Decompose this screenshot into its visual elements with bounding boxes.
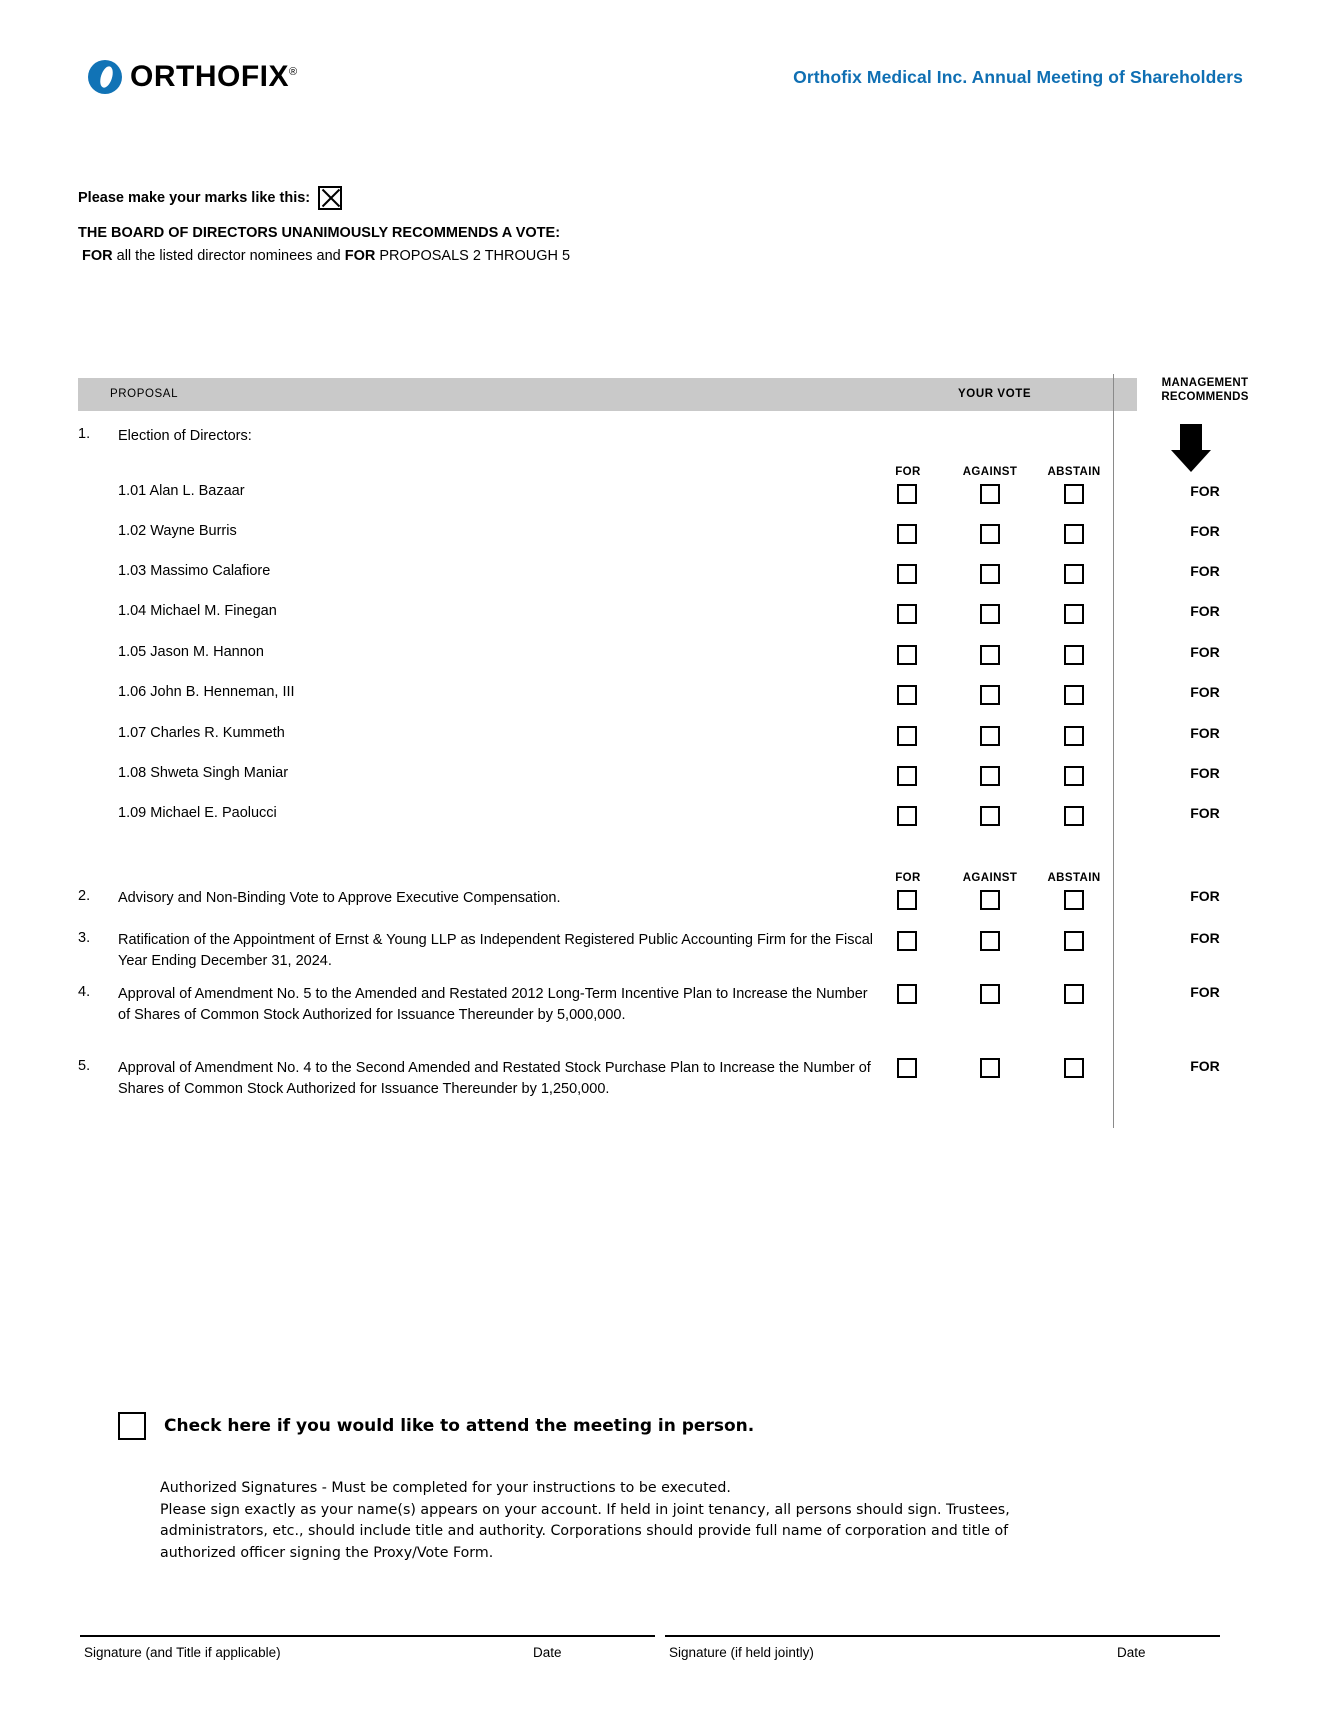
auth-line-3: administrators, etc., should include title and authority. Corporations should provide full name of corporation and title of xyxy=(160,1523,1009,1539)
nominee-label: 1.04 Michael M. Finegan xyxy=(118,603,277,619)
rec-for-2: FOR xyxy=(344,248,376,264)
proposal-4-text: Approval of Amendment No. 5 to the Amended and Restated 2012 Long-Term Incentive Plan to Increase the Number of Shares of Common Stock Authorized for Issuance Thereunder by 5,000,000. xyxy=(118,986,868,1023)
rec-for-1: FOR xyxy=(82,248,113,264)
mgmt-recommend-nominee-1: FOR xyxy=(1190,483,1220,499)
vote-header-abstain-directors: ABSTAIN xyxy=(1047,466,1101,478)
checkbox-abstain-proposal-3[interactable] xyxy=(1064,931,1084,951)
checkbox-against-nominee-8[interactable] xyxy=(980,766,1000,786)
nominee-label: 1.01 Alan L. Bazaar xyxy=(118,483,245,499)
auth-line-4: authorized officer signing the Proxy/Vote Form. xyxy=(160,1544,494,1561)
checkbox-for-nominee-3[interactable] xyxy=(897,564,917,584)
mgmt-recommend-nominee-7: FOR xyxy=(1190,725,1220,741)
mgmt-line-2: RECOMMENDS xyxy=(1161,391,1249,403)
auth-line-2: Please sign exactly as your name(s) appears on your account. If held in joint tenancy, all persons should sign. Trustees, xyxy=(160,1501,1010,1518)
checkbox-abstain-nominee-6[interactable] xyxy=(1064,685,1084,705)
date-label-1: Date xyxy=(533,1645,562,1660)
table-header-bar xyxy=(78,378,1137,411)
down-arrow-icon xyxy=(1180,424,1202,450)
mgmt-recommend-proposal-2: FOR xyxy=(1190,888,1220,904)
mgmt-recommend-nominee-6: FOR xyxy=(1190,684,1220,700)
checkbox-against-nominee-6[interactable] xyxy=(980,685,1000,705)
page-header xyxy=(0,55,1335,115)
date-label-2: Date xyxy=(1117,1645,1146,1660)
checkbox-abstain-proposal-4[interactable] xyxy=(1064,984,1084,1004)
proposal-3-text: Ratification of the Appointment of Ernst & Young LLP as Independent Registered Public Accounting Firm for the Fiscal Year Ending December 31, 2024. xyxy=(118,932,873,969)
board-recommendation-heading: THE BOARD OF DIRECTORS UNANIMOUSLY RECOMMENDS A VOTE: xyxy=(78,225,561,241)
vote-header-against-proposals: AGAINST xyxy=(962,872,1018,884)
vote-header-against-directors: AGAINST xyxy=(962,466,1018,478)
checkbox-for-nominee-1[interactable] xyxy=(897,484,917,504)
checkbox-for-proposal-3[interactable] xyxy=(897,931,917,951)
checkbox-for-proposal-4[interactable] xyxy=(897,984,917,1004)
checkbox-for-nominee-8[interactable] xyxy=(897,766,917,786)
checkbox-abstain-nominee-5[interactable] xyxy=(1064,645,1084,665)
checkbox-against-nominee-4[interactable] xyxy=(980,604,1000,624)
checkbox-against-proposal-2[interactable] xyxy=(980,890,1000,910)
checkbox-against-nominee-9[interactable] xyxy=(980,806,1000,826)
mgmt-recommend-proposal-5: FOR xyxy=(1190,1058,1220,1074)
column-header-your-vote: YOUR VOTE xyxy=(958,388,1032,400)
signature-line-1[interactable] xyxy=(80,1635,655,1637)
mgmt-recommend-nominee-9: FOR xyxy=(1190,805,1220,821)
auth-line-1: Authorized Signatures - Must be completed for your instructions to be executed. xyxy=(160,1480,731,1496)
nominee-label: 1.05 Jason M. Hannon xyxy=(118,644,264,660)
rec-middle-text: all the listed director nominees and xyxy=(112,248,345,264)
attend-meeting-label: Check here if you would like to attend the meeting in person. xyxy=(164,1416,755,1436)
orthofix-logo-icon xyxy=(88,60,122,94)
mgmt-recommend-proposal-3: FOR xyxy=(1190,930,1220,946)
column-header-proposal: PROPOSAL xyxy=(110,388,179,400)
marks-instruction xyxy=(78,186,1178,210)
mgmt-recommend-nominee-3: FOR xyxy=(1190,563,1220,579)
checkbox-abstain-proposal-2[interactable] xyxy=(1064,890,1084,910)
proposal-5-text: Approval of Amendment No. 4 to the Second Amended and Restated Stock Purchase Plan to Increase the Number of Shares of Common Stock Authorized for Issuance Thereunder by 1,250,000. xyxy=(118,1060,871,1097)
checkbox-abstain-nominee-9[interactable] xyxy=(1064,806,1084,826)
checkbox-against-proposal-5[interactable] xyxy=(980,1058,1000,1078)
checkbox-for-proposal-2[interactable] xyxy=(897,890,917,910)
checkbox-abstain-nominee-4[interactable] xyxy=(1064,604,1084,624)
nominee-label: 1.08 Shweta Singh Maniar xyxy=(118,765,289,781)
logo-wordmark xyxy=(130,60,298,94)
proposal-5-number: 5. xyxy=(78,1058,91,1074)
signature-label-2: Signature (if held jointly) xyxy=(669,1645,814,1660)
vote-header-abstain-proposals: ABSTAIN xyxy=(1047,872,1101,884)
checkbox-for-nominee-6[interactable] xyxy=(897,685,917,705)
mgmt-recommend-nominee-8: FOR xyxy=(1190,765,1220,781)
nominee-label: 1.06 John B. Henneman, III xyxy=(118,684,295,700)
mgmt-recommend-proposal-4: FOR xyxy=(1190,984,1220,1000)
vertical-divider xyxy=(1113,374,1114,1128)
checkbox-for-proposal-5[interactable] xyxy=(897,1058,917,1078)
checkbox-against-proposal-4[interactable] xyxy=(980,984,1000,1004)
checkbox-against-nominee-3[interactable] xyxy=(980,564,1000,584)
checkbox-against-nominee-2[interactable] xyxy=(980,524,1000,544)
mgmt-recommend-nominee-4: FOR xyxy=(1190,603,1220,619)
checkbox-abstain-nominee-7[interactable] xyxy=(1064,726,1084,746)
checkbox-abstain-nominee-3[interactable] xyxy=(1064,564,1084,584)
proposal-3-number: 3. xyxy=(78,930,91,946)
proposal-2-text: Advisory and Non-Binding Vote to Approve Executive Compensation. xyxy=(118,890,561,906)
proposal-4-number: 4. xyxy=(78,984,91,1000)
authorized-signatures-block xyxy=(160,1478,1160,1564)
vote-header-for-proposals: FOR xyxy=(895,872,921,884)
vote-header-for-directors: FOR xyxy=(895,466,921,478)
checkbox-attend-in-person[interactable] xyxy=(118,1412,146,1440)
attend-meeting-row[interactable] xyxy=(118,1412,754,1440)
nominee-label: 1.07 Charles R. Kummeth xyxy=(118,725,285,741)
checkbox-for-nominee-5[interactable] xyxy=(897,645,917,665)
item-1-title: Election of Directors: xyxy=(118,428,252,444)
checkbox-abstain-nominee-2[interactable] xyxy=(1064,524,1084,544)
checkbox-for-nominee-2[interactable] xyxy=(897,524,917,544)
checkbox-abstain-nominee-8[interactable] xyxy=(1064,766,1084,786)
checkbox-for-nominee-9[interactable] xyxy=(897,806,917,826)
logo-wordmark-text: ORTHOFIX xyxy=(130,60,289,93)
checkbox-against-proposal-3[interactable] xyxy=(980,931,1000,951)
item-1-number: 1. xyxy=(78,426,91,442)
checkbox-abstain-nominee-1[interactable] xyxy=(1064,484,1084,504)
checkbox-for-nominee-4[interactable] xyxy=(897,604,917,624)
orthofix-logo xyxy=(88,60,298,94)
checkbox-for-nominee-7[interactable] xyxy=(897,726,917,746)
checkbox-against-nominee-7[interactable] xyxy=(980,726,1000,746)
instructions-block xyxy=(78,186,1178,264)
mgmt-line-1: MANAGEMENT xyxy=(1161,377,1249,389)
page-title: Orthofix Medical Inc. Annual Meeting of Shareholders xyxy=(793,67,1243,87)
board-recommendation-detail xyxy=(82,248,1178,264)
mgmt-recommend-nominee-5: FOR xyxy=(1190,644,1220,660)
proposal-2-number: 2. xyxy=(78,888,91,904)
checkbox-against-nominee-1[interactable] xyxy=(980,484,1000,504)
nominee-label: 1.09 Michael E. Paolucci xyxy=(118,805,277,821)
signature-label-1: Signature (and Title if applicable) xyxy=(84,1645,281,1660)
checkbox-abstain-proposal-5[interactable] xyxy=(1064,1058,1084,1078)
checkbox-against-nominee-5[interactable] xyxy=(980,645,1000,665)
signature-line-2[interactable] xyxy=(665,1635,1220,1637)
mgmt-recommend-nominee-2: FOR xyxy=(1190,523,1220,539)
nominee-label: 1.03 Massimo Calafiore xyxy=(118,563,271,579)
nominee-label: 1.02 Wayne Burris xyxy=(118,523,237,539)
registered-trademark-icon: ® xyxy=(289,66,298,78)
marks-instruction-label: Please make your marks like this: xyxy=(78,190,311,206)
column-header-management-recommends xyxy=(1140,376,1270,404)
example-x-checkbox-icon xyxy=(318,186,342,210)
rec-end-text: PROPOSALS 2 THROUGH 5 xyxy=(375,248,571,264)
